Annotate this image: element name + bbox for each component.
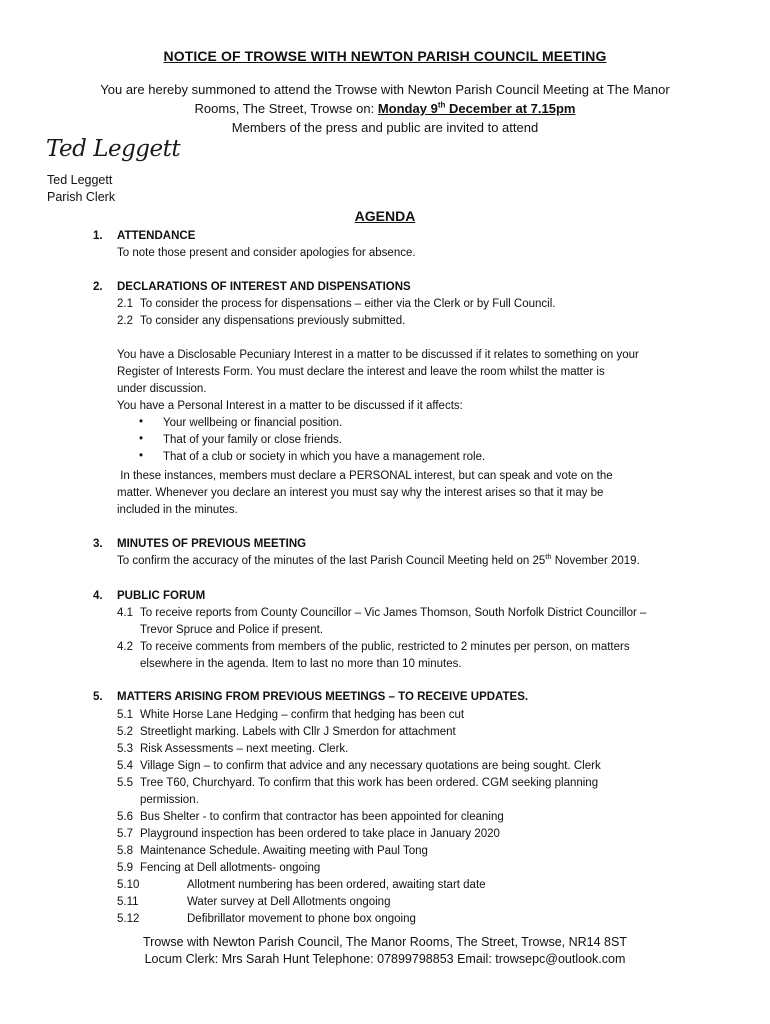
footer-contact: Locum Clerk: Mrs Sarah Hunt Telephone: 07899798853 Email: trowsepc@outlook.com [144,952,626,966]
agenda-item [117,879,717,891]
meeting-time: December at 7.15pm [445,101,576,116]
item-continuation: elsewhere in the agenda. Item to last no more than 10 minutes. [140,658,462,670]
item-text: Water survey at Dell Allotments ongoing [187,896,391,908]
agenda-item [117,641,717,653]
paragraph-line: matter. Whenever you declare an interest you must say why the interest arises so that it may be [117,487,604,499]
bullet-text: Your wellbeing or financial position. [163,417,343,429]
date-suffix: th [437,100,446,110]
clerk-role: Parish Clerk [47,190,116,204]
agenda-item [117,777,717,789]
agenda-item [117,913,717,925]
bullet-marker: • [139,416,144,428]
item-number: 4.1 [117,607,133,619]
item-text: Fencing at Dell allotments- ongoing [140,862,321,874]
item-text: Bus Shelter - to confirm that contractor has been appointed for cleaning [140,811,504,823]
summons-location: Rooms, The Street, Trowse on: [194,101,378,116]
paragraph-line: You have a Personal Interest in a matter to be discussed if it affects: [117,400,463,412]
item-text: Risk Assessments – next meeting. Clerk. [140,743,349,755]
paragraph-line: included in the minutes. [117,504,238,516]
item-number: 2.1 [117,298,133,310]
section-number: 2. [93,281,103,293]
bullet-text: That of your family or close friends. [163,434,342,446]
agenda-item [117,896,717,908]
paragraph-line: under discussion. [117,383,207,395]
date-suffix: th [545,552,552,562]
agenda-item [117,811,717,823]
item-text: Defibrillator movement to phone box ongoing [187,913,416,925]
section-text: To note those present and consider apologies for absence. [117,247,416,259]
item-number: 5.12 [117,913,140,925]
item-number: 5.9 [117,862,133,874]
section-title: MINUTES OF PREVIOUS MEETING [117,538,307,550]
agenda-heading: AGENDA [354,208,416,224]
section-title: ATTENDANCE [117,230,196,242]
item-text: Playground inspection has been ordered to take place in January 2020 [140,828,500,840]
paragraph-line: You have a Disclosable Pecuniary Interest in a matter to be discussed if it relates to something on your [117,349,639,361]
agenda-item [117,298,717,310]
item-text: To receive comments from members of the public, restricted to 2 minutes per person, on matters [140,641,630,653]
item-text: Village Sign – to confirm that advice and any necessary quotations are being sought. Clerk [140,760,601,772]
bullet-marker: • [139,450,144,462]
bullet-text: That of a club or society in which you have a management role. [163,451,486,463]
clerk-name: Ted Leggett [47,173,113,187]
item-text: To receive reports from County Councillor – Vic James Thomson, South Norfolk District Councillor – [140,607,647,619]
agenda-item [117,607,717,619]
section-number: 5. [93,691,103,703]
section-number: 4. [93,590,103,602]
minutes-text: To confirm the accuracy of the minutes of the last Parish Council Meeting held on 25 [117,555,546,567]
item-number: 5.1 [117,709,133,721]
section-number: 3. [93,538,103,550]
item-number: 5.8 [117,845,133,857]
item-number: 4.2 [117,641,133,653]
item-number: 5.11 [117,896,139,908]
summons-line-3: Members of the press and public are invited to attend [231,120,539,135]
agenda-item [117,315,717,327]
clerk-block [47,172,115,206]
item-number: 5.2 [117,726,133,738]
item-text: Maintenance Schedule. Awaiting meeting with Paul Tong [140,845,428,857]
section-number: 1. [93,230,103,242]
item-number: 5.3 [117,743,133,755]
item-number: 2.2 [117,315,133,327]
agenda-item [117,709,717,721]
item-continuation: Trevor Spruce and Police if present. [140,624,324,636]
meeting-date: Monday 9 [377,101,438,116]
item-number: 5.7 [117,828,133,840]
summons-line-2 [40,99,730,118]
paragraph-line: Register of Interests Form. You must declare the interest and leave the room whilst the matter is [117,366,605,378]
page-footer [0,934,770,968]
meeting-date-time [378,101,576,116]
agenda-item [117,845,717,857]
item-text: To consider the process for dispensations – either via the Clerk or by Full Council. [140,298,556,310]
meeting-summons [40,80,730,137]
item-number: 5.10 [117,879,140,891]
paragraph-line: In these instances, members must declare a PERSONAL interest, but can speak and vote on the [117,470,613,482]
item-continuation: permission. [140,794,199,806]
section-text [117,552,717,567]
section-title: MATTERS ARISING FROM PREVIOUS MEETINGS – TO RECEIVE UPDATES. [117,691,529,703]
agenda-item [117,828,717,840]
item-text: Allotment numbering has been ordered, awaiting start date [187,879,486,891]
item-text: Tree T60, Churchyard. To confirm that this work has been ordered. CGM seeking planning [140,777,599,789]
item-number: 5.5 [117,777,133,789]
clerk-signature: Ted Leggett [46,136,181,162]
document-title: NOTICE OF TROWSE WITH NEWTON PARISH COUNCIL MEETING [163,48,607,64]
item-text: White Horse Lane Hedging – confirm that hedging has been cut [140,709,465,721]
agenda-item [117,743,717,755]
agenda-item [117,862,717,874]
footer-address: Trowse with Newton Parish Council, The Manor Rooms, The Street, Trowse, NR14 8ST [143,935,627,949]
section-title: DECLARATIONS OF INTEREST AND DISPENSATIONS [117,281,411,293]
summons-line-1: You are hereby summoned to attend the Trowse with Newton Parish Council Meeting at The Manor [100,82,670,97]
bullet-marker: • [139,433,144,445]
minutes-date: November 2019. [551,555,640,567]
item-number: 5.4 [117,760,133,772]
section-title: PUBLIC FORUM [117,590,206,602]
item-text: To consider any dispensations previously submitted. [140,315,406,327]
item-number: 5.6 [117,811,133,823]
item-text: Streetlight marking. Labels with Cllr J Smerdon for attachment [140,726,456,738]
agenda-item [117,726,717,738]
agenda-item [117,760,717,772]
